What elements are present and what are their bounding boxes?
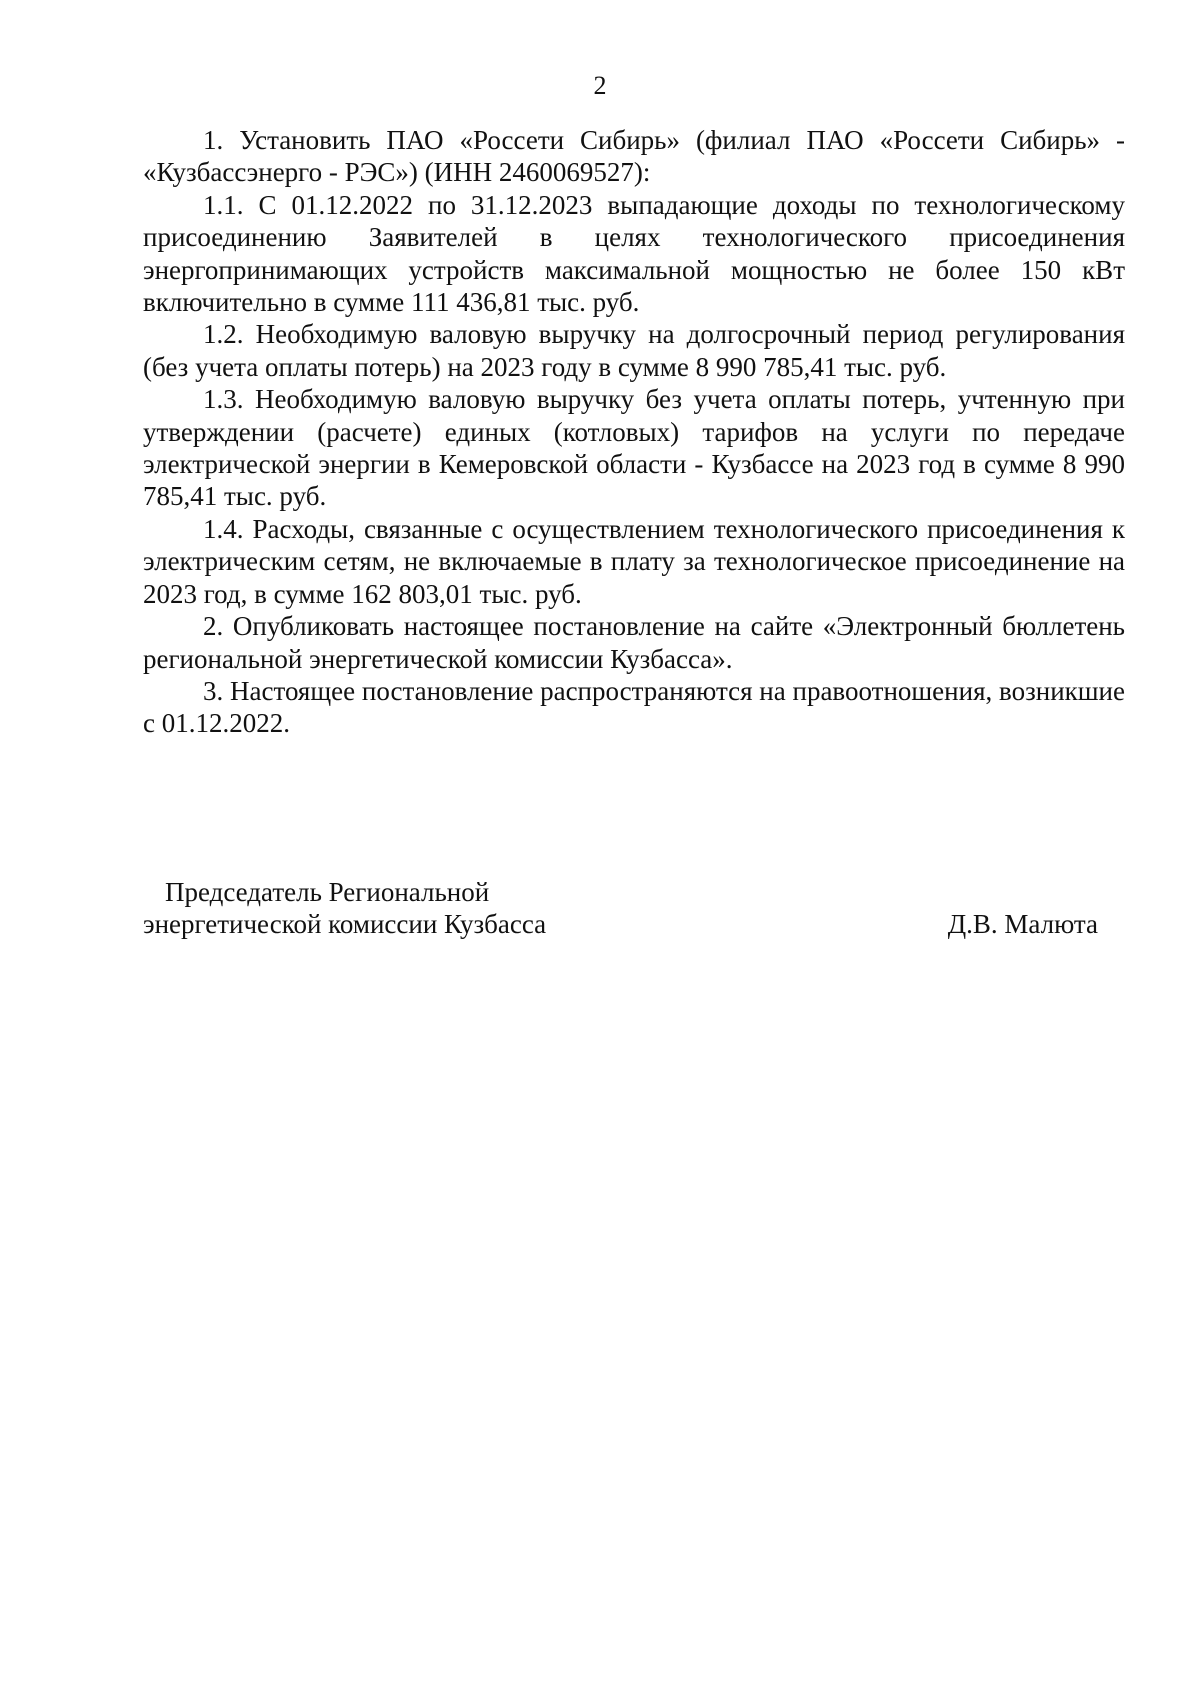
paragraph-1: 1. Установить ПАО «Россети Сибирь» (филиал ПАО «Россети Сибирь» - «Кузбассэнерго - РЭС») (ИНН 2460069527): xyxy=(143,125,1125,188)
signature-block xyxy=(143,876,1098,941)
paragraph-1-1: 1.1. С 01.12.2022 по 31.12.2023 выпадающие доходы по технологическому присоединению Заявителей в целях технологического присоединения энергопринимающих устройств максимальной мощностью не более 150 кВт включительно в сумме 111 436,81 тыс. руб. xyxy=(143,189,1125,318)
paragraph-1-2: 1.2. Необходимую валовую выручку на долгосрочный период регулирования (без учета оплаты потерь) на 2023 году в сумме 8 990 785,41 тыс. руб. xyxy=(143,319,1125,382)
signature-row xyxy=(143,908,1098,940)
signatory-position-line1: Председатель Региональной xyxy=(165,877,490,907)
paragraph-1-4: 1.4. Расходы, связанные с осуществлением технологического присоединения к электрическим сетям, не включаемые в плату за технологическое присоединение на 2023 год, в сумме 162 803,01 тыс. руб. xyxy=(143,513,1125,609)
document-body xyxy=(143,124,1125,740)
paragraph-3: 3. Настоящее постановление распространяются на правоотношения, возникшие с 01.12.2022. xyxy=(143,675,1125,739)
signatory-position-line2: энергетической комиссии Кузбасса xyxy=(143,909,547,940)
paragraph-1-3: 1.3. Необходимую валовую выручку без учета оплаты потерь, учтенную при утверждении (расчете) единых (котловых) тарифов на услуги по передаче электрической энергии в Кемеровской области - Кузбассе на 2023 год в сумме 8 990 785,41 тыс. руб. xyxy=(143,384,1125,512)
signatory-name: Д.В. Малюта xyxy=(947,909,1098,940)
paragraph-2: 2. Опубликовать настоящее постановление на сайте «Электронный бюллетень региональной энергетической комиссии Кузбасса». xyxy=(143,611,1125,674)
page-number: 2 xyxy=(593,71,607,100)
